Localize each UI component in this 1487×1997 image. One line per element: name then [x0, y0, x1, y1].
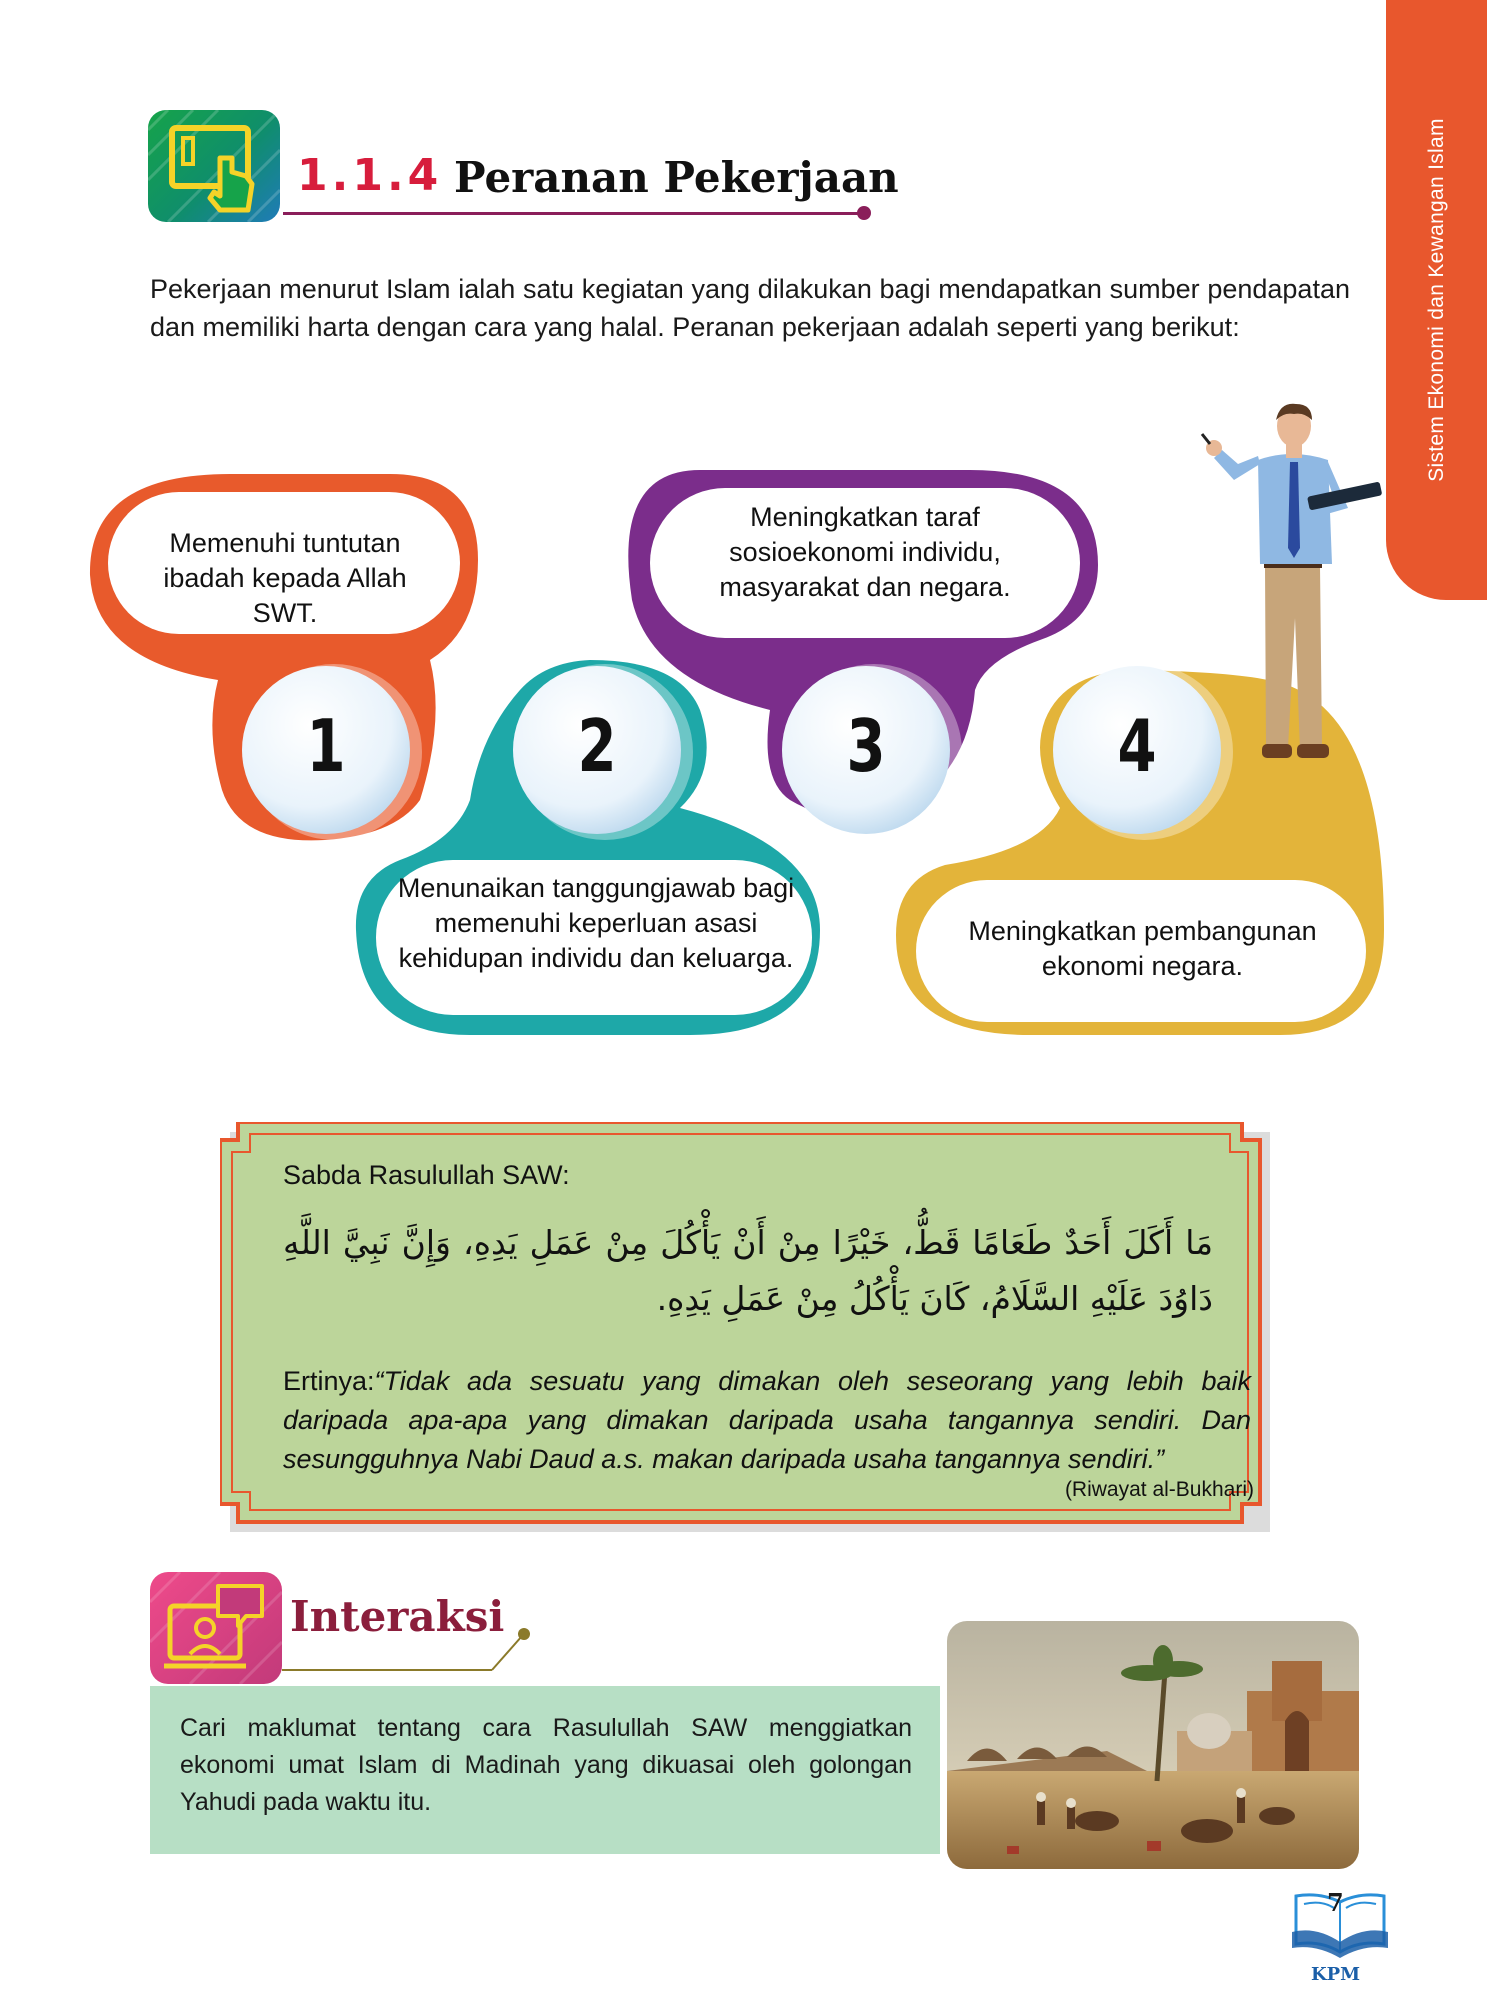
role-1-text: Memenuhi tuntutan ibadah kepada Allah SWT. — [163, 528, 407, 628]
side-tab-label: Sistem Ekonomi dan Kewangan Islam — [1424, 118, 1448, 482]
hadith-translation — [283, 1362, 1251, 1479]
section-number: 1.1.4 — [297, 150, 443, 201]
video-chat-icon — [150, 1572, 282, 1684]
section-title: Peranan Pekerjaan — [454, 153, 899, 202]
role-4-text: Meningkatkan pembangunan ekonomi negara. — [968, 916, 1317, 981]
translation-text: “Tidak ada sesuatu yang dimakan oleh seseorang yang lebih baik daripada apa-apa yang dimakan daripada usaha tangannya sendiri. Dan sesungguhnya Nabi Daud a.s. makan daripada usaha tangannya sendiri.” — [283, 1366, 1251, 1474]
page-number: 7 — [1327, 1888, 1344, 1917]
interaksi-text: Cari maklumat tentang cara Rasulullah SAW menggiatkan ekonomi umat Islam di Madinah yang dikuasai oleh golongan Yahudi pada waktu itu. — [180, 1714, 912, 1816]
heading-underline — [283, 212, 863, 215]
interaksi-title: Interaksi — [290, 1592, 505, 1641]
role-4-number: 4 — [1117, 704, 1157, 788]
tablet-touch-icon — [148, 110, 280, 222]
intro-paragraph: Pekerjaan menurut Islam ialah satu kegiatan yang dilakukan bagi mendapatkan sumber pendapatan dan memiliki harta dengan cara yang halal. Peranan pekerjaan adalah seperti yang berikut: — [150, 274, 1350, 342]
publisher-label: KPM — [1311, 1964, 1361, 1985]
role-1-number: 1 — [306, 704, 346, 788]
translation-label: Ertinya: — [283, 1366, 375, 1396]
hadith-source: (Riwayat al-Bukhari) — [1064, 1478, 1254, 1501]
hadith-label: Sabda Rasulullah SAW: — [283, 1160, 570, 1190]
role-2-number: 2 — [577, 704, 617, 788]
teacher-illustration — [1200, 398, 1390, 768]
interaksi-underline — [282, 1620, 542, 1690]
heading-underline-dot — [857, 206, 871, 220]
role-2-text: Menunaikan tanggungjawab bagi memenuhi keperluan asasi kehidupan individu dan keluarga. — [397, 873, 795, 973]
medina-painting — [947, 1621, 1359, 1869]
hadith-arabic: مَا أَكَلَ أَحَدٌ طَعَامًا قَطُّ، خَيْرًا مِنْ أَنْ يَأْكُلَ مِنْ عَمَلِ يَدِهِ، وَإِنَّ نَبِيَّ اللَّهِ دَاوُدَ عَلَيْهِ السَّلَامُ، كَانَ يَأْكُلُ مِنْ عَمَلِ يَدِهِ. — [283, 1223, 1213, 1318]
role-3-number: 3 — [846, 704, 886, 788]
side-tab-label-wrap — [1386, 0, 1487, 600]
role-3-text: Meningkatkan taraf sosioekonomi individu, masyarakat dan negara. — [719, 502, 1011, 602]
